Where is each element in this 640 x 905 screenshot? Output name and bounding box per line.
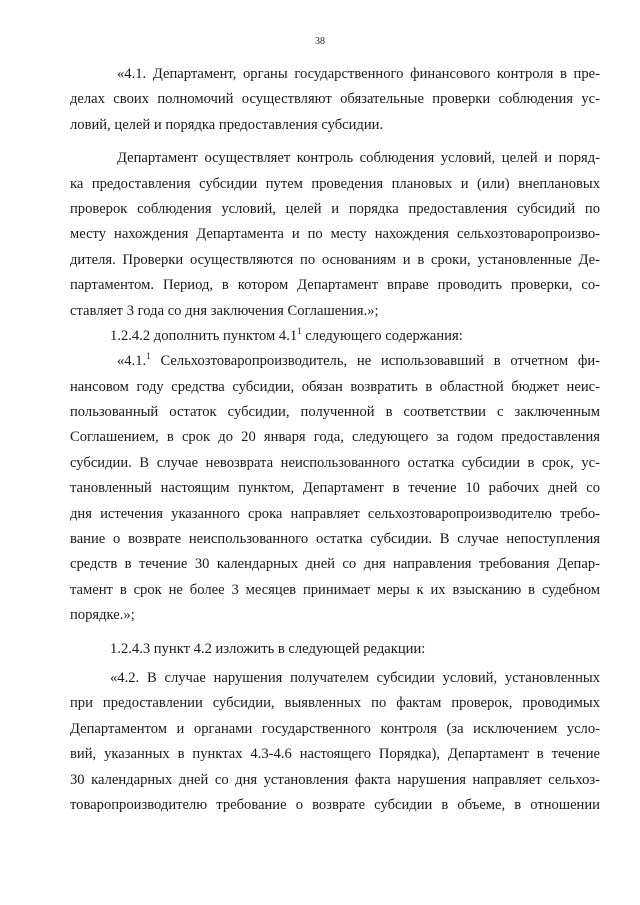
text-line: «4.2. В случае нарушения получателем субсидии условий, установленных [110,669,600,686]
page-number: 38 [315,36,325,47]
paragraph-control [70,146,600,324]
text-line: Департамент осуществляет контроль соблюдения условий, целей и поряд- [117,150,600,167]
text-line: месту нахождения Департамента и по месту нахождения сельхозтоваропроизво- [70,226,600,243]
clause-text: Сельхозтоваропроизводитель, не использовавший в отчетном фи- [150,353,600,370]
text-line: Департаментом и органами государственного контроля (за исключением усло- [70,720,600,737]
text-line: субсидии. В случае невозврата неиспользованного остатка субсидии в срок, ус- [70,454,600,471]
text-line: дня истечения указанного срока направляет сельхозтоваропроизводителю требо- [70,505,600,522]
text-line: товаропроизводителю требование о возврате субсидии в объеме, в отношении [70,796,600,813]
paragraph-4-2 [70,666,600,818]
text-line: тановленный настоящим пунктом, Департамент в течение 10 рабочих дней со [70,480,600,497]
text-line: ловий, целей и порядка предоставления субсидии. [70,116,384,133]
document-body [70,62,600,818]
text-line: при предоставлении субсидии, выявленных по фактам проверок, проводимых [70,695,600,712]
text-line: порядке.»; [70,607,135,624]
superscript: 1 [146,351,151,362]
amendment-text: 1.2.4.2 дополнить пунктом 4.1 [110,327,298,344]
text-line: партаментом. Период, в котором Департамент вправе проводить проверки, со- [70,277,600,294]
amendment-text: следующего содержания: [301,327,463,344]
text-line [70,349,600,374]
text-line: вий, указанных в пунктах 4.3-4.6 настоящего Порядка), Департамент в течение [70,746,600,763]
text-line: тамент в срок не более 3 месяцев принимает меры к их взысканию в судебном [70,581,600,598]
text-line: «4.1. Департамент, органы государственного финансового контроля в пре- [117,66,600,82]
text-line: делах своих полномочий осуществляют обязательные проверки соблюдения ус- [70,91,600,108]
text-line: проверок соблюдения условий, целей и порядка предоставления субсидий по [70,200,600,217]
amendment-1-2-4-2 [70,324,600,349]
amendment-1-2-4-3: 1.2.4.3 пункт 4.2 изложить в следующей редакции: [110,640,426,657]
text-line: дителя. Проверки осуществляются по основаниям и в сроки, установленные Де- [70,251,600,268]
superscript: 1 [297,325,302,336]
text-line: средств в течение 30 календарных дней со дня направления требования Депар- [70,556,600,573]
text-line: нансовом году средства субсидии, обязан возвратить в областной бюджет неис- [70,378,600,395]
paragraph-4-1 [70,62,600,138]
text-line: ка предоставления субсидии путем проведения плановых и (или) внеплановых [70,175,600,192]
clause-number: «4.1. [117,353,147,370]
text-line: вание о возврате неиспользованного остатка субсидии. В случае непоступления [70,531,600,548]
text-line: ставляет 3 года со дня заключения Соглашения.»; [70,302,379,319]
text-line: пользованный остаток субсидии, полученной в соответствии с заключенным [70,404,600,421]
text-line: Соглашением, в срок до 20 января года, следующего за годом предоставления [70,429,600,446]
text-line: 30 календарных дней со дня установления факта нарушения направляет сельхоз- [70,771,600,788]
paragraph-4-1-1 [70,349,600,628]
